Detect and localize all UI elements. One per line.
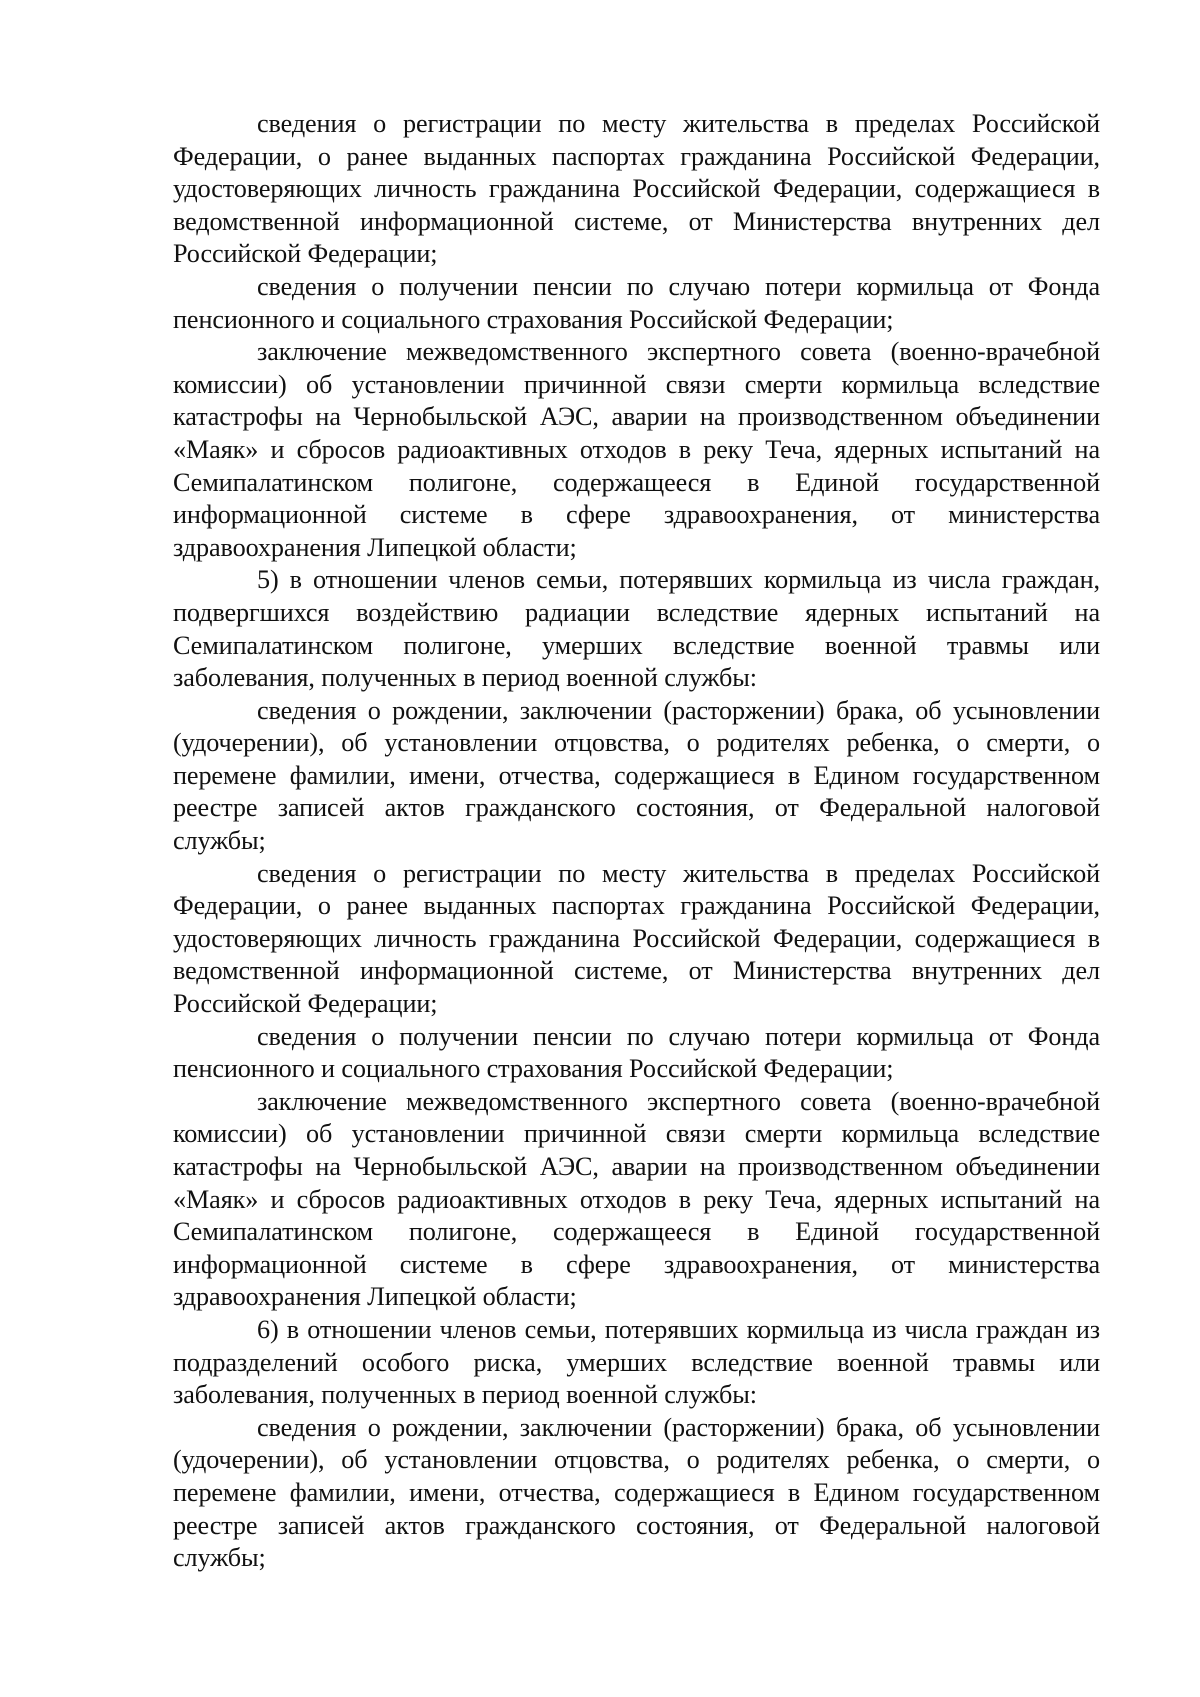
paragraph-civil-status-info-2: сведения о рождении, заключении (расторжении) брака, об усыновлении (удочерении), об установлении отцовства, о родителях ребенка, о смерти, о перемене фамилии, имени, отчества, содержащиеся в Едином государственном реестре записей актов гражданского состояния, от Федеральной налоговой службы; bbox=[173, 1412, 1100, 1573]
paragraph-item-5: 5) в отношении членов семьи, потерявших кормильца из числа граждан, подвергшихся воздействию радиации вследствие ядерных испытаний на Семипалатинском полигоне, умерших вследствие военной травмы или заболевания, полученных в период военной службы: bbox=[173, 565, 1100, 693]
paragraph-registration-info-2: сведения о регистрации по месту жительства в пределах Российской Федерации, о ранее выданных паспортах гражданина Российской Федерации, удостоверяющих личность гражданина Российской Федерации, содержащиеся в ведомственной информационной системе, от Министерства внутренних дел Российской Федерации; bbox=[173, 858, 1100, 1019]
paragraph-pension-info-2: сведения о получении пенсии по случаю потери кормильца от Фонда пенсионного и социального страхования Российской Федерации; bbox=[173, 1021, 1100, 1084]
paragraph-civil-status-info-1: сведения о рождении, заключении (расторжении) брака, об усыновлении (удочерении), об установлении отцовства, о родителях ребенка, о смерти, о перемене фамилии, имени, отчества, содержащиеся в Едином государственном реестре записей актов гражданского состояния, от Федеральной налоговой службы; bbox=[173, 695, 1100, 856]
paragraph-item-6: 6) в отношении членов семьи, потерявших кормильца из числа граждан из подразделений особого риска, умерших вследствие военной травмы или заболевания, полученных в период военной службы: bbox=[173, 1314, 1100, 1410]
paragraph-expert-council-conclusion-1: заключение межведомственного экспертного совета (военно-врачебной комиссии) об установлении причинной связи смерти кормильца вследствие катастрофы на Чернобыльской АЭС, аварии на производственном объединении «Маяк» и сбросов радиоактивных отходов в реку Теча, ядерных испытаний на Семипалатинском полигоне, содержащееся в Единой государственной информационной системе в сфере здравоохранения, от министерства здравоохранения Липецкой области; bbox=[173, 337, 1100, 562]
paragraph-pension-info-1: сведения о получении пенсии по случаю потери кормильца от Фонда пенсионного и социального страхования Российской Федерации; bbox=[173, 271, 1100, 334]
paragraph-expert-council-conclusion-2: заключение межведомственного экспертного совета (военно-врачебной комиссии) об установлении причинной связи смерти кормильца вследствие катастрофы на Чернобыльской АЭС, аварии на производственном объединении «Маяк» и сбросов радиоактивных отходов в реку Теча, ядерных испытаний на Семипалатинском полигоне, содержащееся в Единой государственной информационной системе в сфере здравоохранения, от министерства здравоохранения Липецкой области; bbox=[173, 1086, 1100, 1312]
paragraph-registration-info-1: сведения о регистрации по месту жительства в пределах Российской Федерации, о ранее выданных паспортах гражданина Российской Федерации, удостоверяющих личность гражданина Российской Федерации, содержащиеся в ведомственной информационной системе, от Министерства внутренних дел Российской Федерации; bbox=[173, 109, 1100, 269]
document-body bbox=[173, 108, 1100, 1575]
